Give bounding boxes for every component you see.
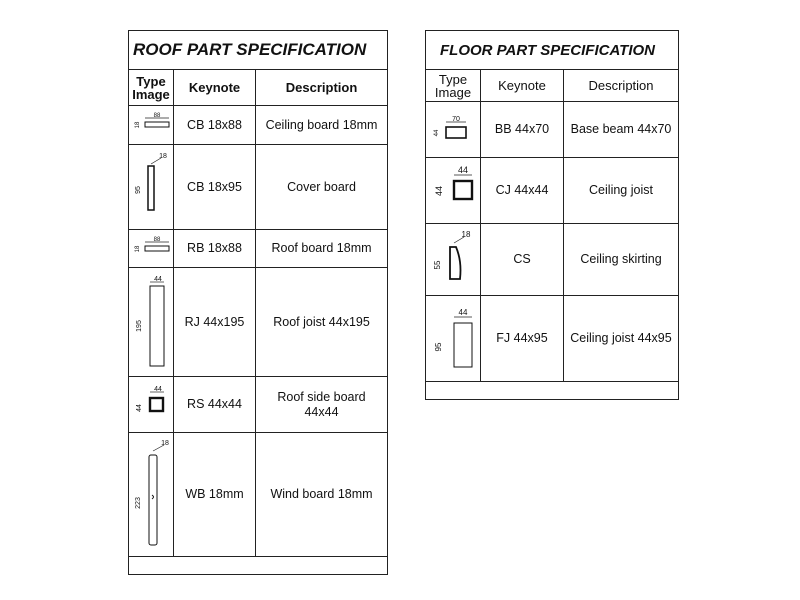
description-cell: Ceiling board 18mm (256, 106, 388, 145)
dim-label: 18 (135, 121, 141, 129)
floor-header-description: Description (564, 70, 679, 102)
header-image-line: Image (132, 86, 170, 102)
header-image-line: Image (434, 84, 472, 100)
roof-header-description: Description (256, 70, 388, 106)
keynote-cell: RS 44x44 (174, 377, 256, 433)
board-profile-icon (428, 301, 478, 377)
header-type-line: Type (438, 71, 468, 87)
description-cell: Roof board 18mm (256, 230, 388, 268)
type-image-cj-44x44 (426, 158, 481, 224)
board-profile-icon (131, 234, 171, 264)
board-profile-icon (131, 437, 171, 552)
dim-label: 95 (434, 342, 443, 351)
keynote-cell: CJ 44x44 (481, 158, 564, 224)
board-profile-icon (131, 152, 171, 222)
dim-label: 55 (433, 260, 442, 269)
floor-title: FLOOR PART SPECIFICATION (426, 31, 679, 70)
description-cell: Wind board 18mm (256, 433, 388, 557)
type-image-wb-18mm (129, 433, 174, 557)
table-footer-row (426, 382, 679, 400)
dim-label: 44 (136, 403, 143, 412)
board-profile-icon (428, 110, 478, 150)
dim-label: 195 (136, 320, 143, 332)
empty-cell (426, 382, 679, 400)
roof-title: ROOF PART SPECIFICATION (129, 31, 388, 70)
keynote-cell: CB 18x88 (174, 106, 256, 145)
table-row (129, 106, 388, 145)
type-image-rs-44x44 (129, 377, 174, 433)
keynote-cell: WB 18mm (174, 433, 256, 557)
dim-label: 70 (452, 115, 460, 123)
table-row (129, 268, 388, 377)
keynote-cell: BB 44x70 (481, 102, 564, 158)
table-row (426, 224, 679, 296)
dim-label: 18 (461, 229, 471, 239)
dim-label: 18 (159, 153, 167, 160)
skirting-profile-icon (428, 229, 478, 291)
empty-cell (129, 557, 388, 575)
dim-label: 44 (434, 185, 444, 196)
table-row (426, 296, 679, 382)
table-row (129, 230, 388, 268)
dim-label: 44 (434, 129, 440, 136)
board-profile-icon (428, 163, 478, 219)
description-cell: Cover board (256, 145, 388, 230)
dim-label: 223 (135, 497, 142, 509)
board-profile-icon (131, 382, 171, 428)
table-row (129, 433, 388, 557)
type-image-fj-44x95 (426, 296, 481, 382)
description-cell: Ceiling skirting (564, 224, 679, 296)
roof-header-keynote: Keynote (174, 70, 256, 106)
dim-label: 44 (457, 164, 469, 175)
board-profile-icon (131, 110, 171, 140)
dim-label: 88 (153, 113, 161, 119)
type-image-rb-18x88 (129, 230, 174, 268)
description-cell: Ceiling joist (564, 158, 679, 224)
description-line: 44x44 (304, 404, 339, 419)
table-row (426, 102, 679, 158)
type-image-cb-18x95 (129, 145, 174, 230)
floor-header-type-image (426, 70, 481, 102)
table-footer-row (129, 557, 388, 575)
dim-label: 44 (154, 276, 162, 283)
floor-header-keynote: Keynote (481, 70, 564, 102)
floor-spec-table (425, 30, 679, 400)
type-image-cb-18x88 (129, 106, 174, 145)
keynote-cell: CB 18x95 (174, 145, 256, 230)
description-line: Roof side board (277, 389, 366, 404)
board-profile-icon (131, 272, 171, 372)
description-cell: Base beam 44x70 (564, 102, 679, 158)
header-type-line: Type (136, 73, 166, 89)
roof-header-type-image (129, 70, 174, 106)
description-cell: Ceiling joist 44x95 (564, 296, 679, 382)
keynote-cell: FJ 44x95 (481, 296, 564, 382)
table-row (129, 145, 388, 230)
dim-label: 95 (135, 186, 142, 194)
description-cell (256, 377, 388, 433)
keynote-cell: RB 18x88 (174, 230, 256, 268)
dim-label: 44 (458, 307, 468, 317)
roof-spec-table (128, 30, 388, 575)
keynote-cell: RJ 44x195 (174, 268, 256, 377)
type-image-bb-44x70 (426, 102, 481, 158)
table-row (129, 377, 388, 433)
dim-label: 18 (161, 440, 169, 447)
type-image-cs (426, 224, 481, 296)
dim-label: 88 (153, 236, 161, 243)
dim-label: 44 (154, 385, 162, 393)
keynote-cell: CS (481, 224, 564, 296)
table-row (426, 158, 679, 224)
dim-label: 18 (135, 245, 141, 252)
description-cell: Roof joist 44x195 (256, 268, 388, 377)
type-image-rj-44x195 (129, 268, 174, 377)
